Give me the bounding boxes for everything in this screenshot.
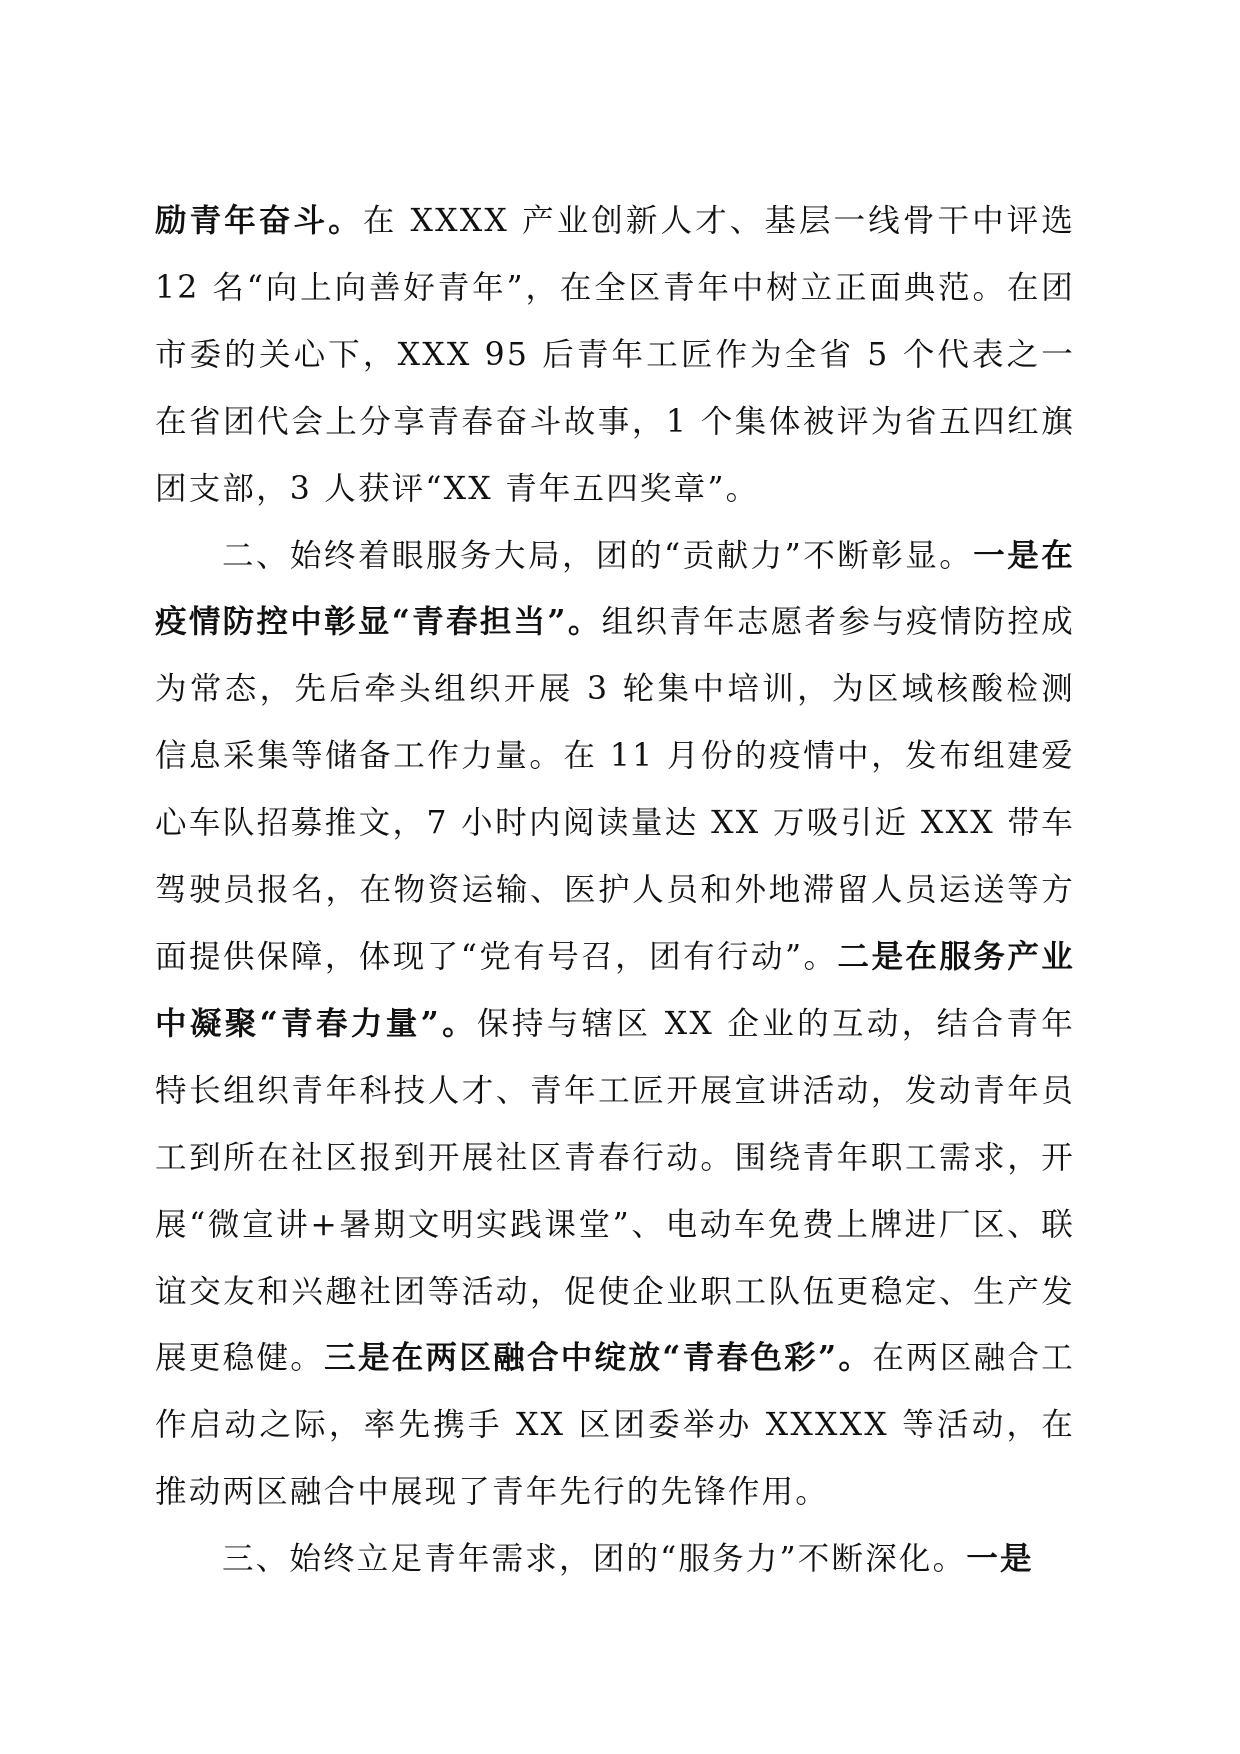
body-text: 在两区融合工作启动之际，率先携手 XX 区团委举办 XXXXX 等活动，在推动两区融合中展现了青年先行的先锋作用。 [155,1340,1076,1511]
body-text: 在 XXXX 产业创新人才、基层一线骨干中评选 12 名“向上向善好青年”，在全区青年中树立正面典范。在团市委的关心下，XXX 95 后青年工匠作为全省 5 个代表之一在省团代会上分享青春奋斗故事，1 个集体被评为省五四红旗团支部，3 人获评“XX 青年五四奖章”。 [155,203,1075,507]
body-text: 保持与辖区 XX 企业的互动，结合青年特长组织青年科技人才、青年工匠开展宣讲活动，发动青年员工到所在社区报到开展社区青春行动。围绕青年职工需求，开展“微宣讲+暑期文明实践课堂”、电动车免费上牌进厂区、联谊交友和兴趣社团等活动，促使企业职工队伍更稳定、生产发展更稳健。 [155,1005,1075,1377]
section-heading: 三、始终立足青年需求，团的“服务力”不断深化。 [222,1541,967,1578]
body-text: 组织青年志愿者参与疫情防控成为常态，先后牵头组织开展 3 轮集中培训，为区域核酸检测信息采集等储备工作力量。在 11 月份的疫情中，发布组建爱心车队招募推文，7 小时内阅读量达 XX 万吸引近 XXX 带车驾驶员报名，在物资运输、医护人员和外地滞留人员运送等方面提供保障，体现了“党有号召，团有行动”。 [155,604,1075,975]
bold-phrase: 三是在两区融合中绽放“青春色彩”。 [324,1339,873,1377]
paragraph-section-three [155,1526,1075,1593]
document-body [155,188,1075,1593]
paragraph-youth-awards [155,188,1075,523]
paragraph-section-two [155,523,1075,1527]
bold-phrase: 励青年奋斗。 [155,202,363,239]
bold-phrase: 一是在疫情防控中彰显“青春担当”。 [155,536,1076,641]
bold-phrase: 一是 [966,1540,1034,1578]
bold-phrase: 二是在服务产业中凝聚“青春力量”。 [155,937,1075,1042]
section-heading: 二、始终着眼服务大局，团的“贡献力”不断彰显。 [222,537,974,574]
